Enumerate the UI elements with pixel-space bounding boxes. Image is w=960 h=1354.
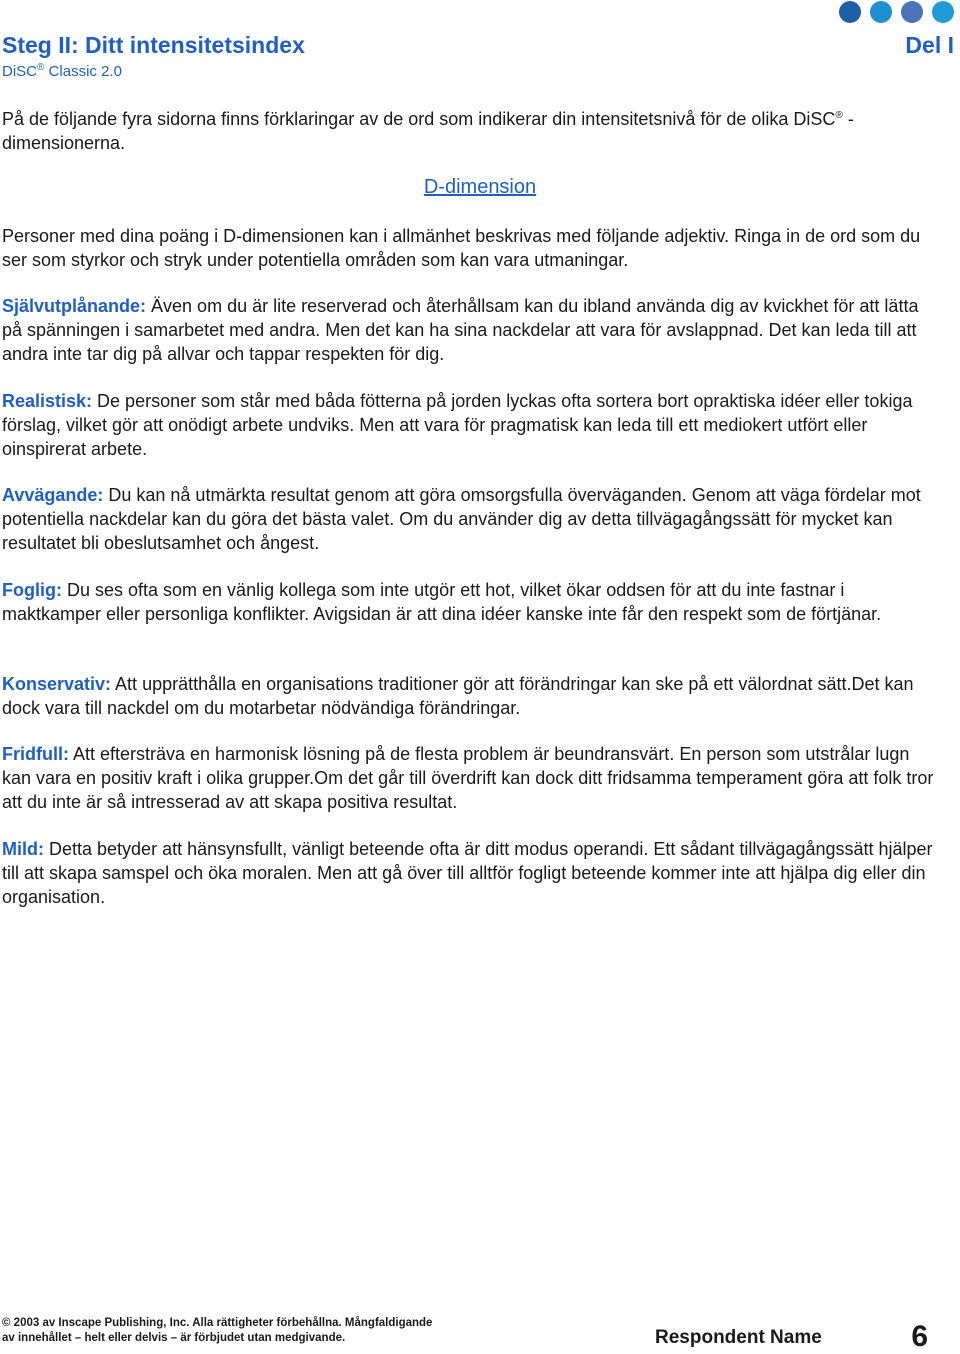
adjective-entry	[2, 837, 942, 909]
part-label: Del I	[905, 32, 954, 58]
adjective-entry	[2, 483, 942, 555]
adjective-description: Att eftersträva en harmonisk lösning på de flesta problem är beundransvärt. En person som utstrålar lugn kan vara en positiv kraft i olika grupper.Om det går till överdrift kan dock ditt fridsamma temperament göra att folk tror att du inte är så intresserad av att skapa positiva resultat.	[2, 744, 934, 812]
intro-registered-mark: ®	[835, 110, 843, 121]
adjective-term: Avvägande:	[2, 485, 104, 505]
dot-4	[932, 1, 954, 23]
adjective-entry	[2, 389, 942, 461]
subtitle-brand: DiSC	[2, 63, 38, 80]
section-lead: Personer med dina poäng i D-dimensionen kan i allmänhet beskrivas med följande adjektiv. Ringa in de ord som du ser som styrkor och stryk under potentiella områden som kan vara utmaningar.	[2, 226, 921, 270]
intro-text-end: -dimensionerna.	[2, 109, 854, 153]
copyright-line-1: © 2003 av Inscape Publishing, Inc. Alla rättigheter förbehållna. Mångfaldigande	[2, 1317, 433, 1329]
adjective-entry	[2, 672, 942, 720]
dot-1	[839, 1, 861, 23]
decorative-dots	[839, 1, 954, 23]
adjective-description: Du kan nå utmärkta resultat genom att göra omsorgsfulla överväganden. Genom att väga fördelar mot potentiella nackdelar kan du göra det bästa valet. Om du använder dig av detta tillvägagångssätt för mycket kan resultatet bli obeslutsamhet och ångest.	[2, 485, 921, 553]
intro-text-start: På de följande fyra sidorna finns förklaringar av de ord som indikerar din intensitetsnivå för de olika DiSC	[2, 109, 836, 129]
section-heading: D-dimension	[423, 176, 537, 198]
adjective-term: Mild:	[2, 839, 44, 859]
adjective-term: Självutplånande:	[2, 296, 147, 316]
adjective-description: Även om du är lite reserverad och återhållsam kan du ibland använda dig av kvickhet för att lätta på spänningen i samarbetet med andra. Men det kan ha sina nackdelar att vara för avslappnad. Det kan leda till att andra inte tar dig på allvar och tappar respekten för dig.	[2, 296, 919, 364]
page-subtitle	[2, 62, 122, 80]
adjective-description: Du ses ofta som en vänlig kollega som inte utgör ett hot, vilket ökar oddsen för att du inte fastnar i maktkamper eller personliga konflikter. Avigsidan är att dina idéer kanske inte får den respekt som de förtjänar.	[2, 580, 882, 624]
footer-copyright	[2, 1316, 432, 1346]
adjective-entry	[2, 578, 942, 626]
page-number: 6	[911, 1320, 928, 1353]
adjective-description: Detta betyder att hänsynsfullt, vänligt beteende ofta är ditt modus operandi. Ett sådant tillvägagångssätt hjälper till att skapa samspel och öka moralen. Men att gå över till alltför fogligt beteende kommer inte att hjälpa dig eller din organisation.	[2, 839, 933, 907]
respondent-name: Respondent Name	[655, 1327, 822, 1348]
dot-2	[870, 1, 892, 23]
adjective-entry	[2, 742, 942, 814]
adjective-description: Att upprätthålla en organisations traditioner gör att förändringar kan ske på ett välordnat sätt.Det kan dock vara till nackdel om du motarbetar nödvändiga förändringar.	[2, 674, 914, 718]
adjective-term: Fridfull:	[2, 744, 69, 764]
intro-paragraph	[2, 104, 932, 155]
page-title: Steg II: Ditt intensitetsindex	[2, 32, 305, 58]
adjective-entry	[2, 294, 942, 366]
adjective-description: De personer som står med båda fötterna på jorden lyckas ofta sortera bort opraktiska idéer eller tokiga förslag, vilket gör att onödigt arbete undviks. Men att vara för pragmatisk kan leda till ett mediokert utfört eller oinspirerat arbete.	[2, 391, 913, 459]
copyright-line-2: av innehållet – helt eller delvis – är förbjudet utan medgivande.	[2, 1332, 346, 1344]
registered-mark: ®	[37, 62, 45, 73]
adjective-term: Konservativ:	[2, 674, 112, 694]
adjective-term: Foglig:	[2, 580, 62, 600]
adjective-term: Realistisk:	[2, 391, 93, 411]
dot-3	[901, 1, 923, 23]
subtitle-version: Classic 2.0	[44, 63, 122, 80]
